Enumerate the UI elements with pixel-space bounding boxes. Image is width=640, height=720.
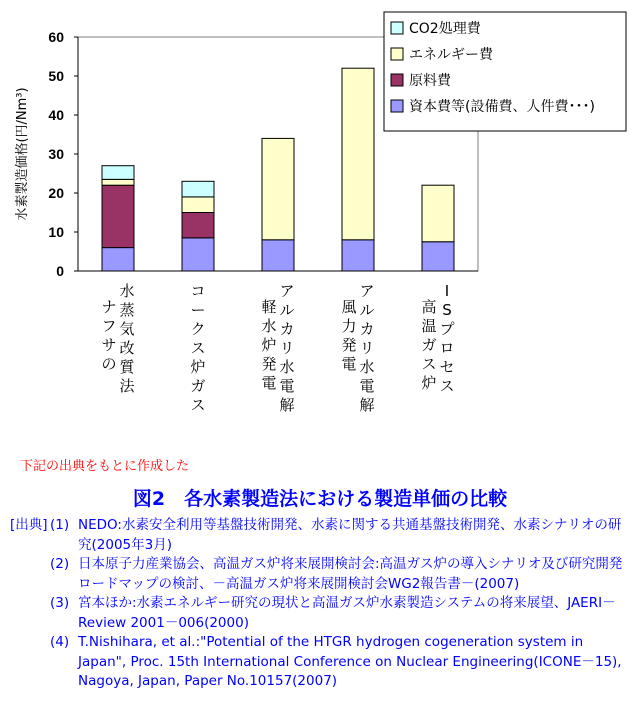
x-category-label: 炉 [261,336,277,354]
x-category-label: 発 [341,336,357,354]
x-category-label: 質 [119,358,135,376]
note-text: 下記の出典をもとに作成した [20,459,190,474]
y-tick-label: 0 [56,263,64,279]
legend-swatch [391,48,403,60]
x-category-label: リ [359,339,375,357]
legend-label: エネルギー費 [409,47,493,63]
x-category-label: 高 [421,298,437,316]
bar-segment [422,185,454,242]
source-number: (1) [50,517,70,533]
x-category-label: 気 [119,320,135,338]
x-category-label: ロ [439,339,455,357]
bar-segment [102,248,134,271]
x-category-label: ル [359,301,375,319]
source-item [10,594,632,633]
bar-segment [102,179,134,185]
y-tick-label: 20 [48,185,64,201]
x-category-label: ー [190,301,206,319]
source-text: T.Nishihara, et al.:"Potential of the HTGR hydrogen cogeneration system in Japan", Proc. 15th International Conference on Nuclear Engineering(ICONE－15), Nagoya, Japan, Paper No.10157(2007) [78,634,622,689]
bar-segment [182,197,214,213]
x-category-label: コ [190,282,206,300]
x-category-label: 法 [119,377,135,395]
source-number: (3) [50,595,70,611]
x-category-label: 軽 [261,298,277,316]
x-category-label: 発 [261,355,277,373]
x-category-label: セ [439,358,455,376]
legend-swatch [391,22,403,34]
x-category-label: ス [190,339,206,357]
x-category-label: 蒸 [119,301,135,319]
y-axis-label: 水素製造価格(円/Nm³) [15,87,30,221]
x-category-label: 力 [341,317,357,335]
x-category-label: 風 [341,298,357,316]
x-category-label: ア [359,282,375,300]
x-category-label: カ [359,320,375,338]
y-tick-label: 30 [48,146,64,162]
source-text: 宮本ほか:水素エネルギー研究の現状と高温ガス炉水素製造システムの将来展望、JAERI－Review 2001－006(2000) [78,595,616,631]
x-category-label: 水 [119,282,135,300]
x-category-label: 水 [359,358,375,376]
x-category-label: 水 [279,358,295,376]
x-category-label: リ [279,339,295,357]
x-category-label: 温 [421,317,437,335]
sources-lead: [出典] [10,517,48,533]
bar-segment [102,185,134,247]
bar-segment [342,68,374,240]
x-category-label: ル [279,301,295,319]
x-category-label: フ [101,317,117,335]
x-category-label: 炉 [190,358,206,376]
figure-title: 図2 各水素製造法における製造単価の比較 [132,488,508,510]
x-category-label: プ [439,320,455,338]
y-tick-label: 60 [48,29,64,45]
x-category-label: ア [279,282,295,300]
x-category-label: ス [439,377,455,395]
source-number: (2) [50,556,70,572]
source-text: 日本原子力産業協会、高温ガス炉将来展開検討会:高温ガス炉の導入シナリオ及び研究開発ロードマップの検討、－高温ガス炉将来展開検討会WG2報告書－(2007) [78,556,623,592]
legend-swatch [391,74,403,86]
x-category-label: ガ [190,377,206,395]
y-tick-label: 50 [48,68,64,84]
x-category-label: ク [190,320,206,338]
y-tick-label: 10 [48,224,64,240]
x-category-label: 炉 [421,374,437,392]
x-category-label: 電 [279,377,295,395]
source-item [10,555,632,594]
bar-segment [262,138,294,239]
source-item [10,516,632,555]
source-number: (4) [50,634,70,650]
sources-list [10,516,632,692]
bar-segment [342,240,374,271]
x-category-label: I [444,282,450,300]
x-category-label: の [101,355,117,373]
x-category-label: ス [190,396,206,414]
x-category-label: 水 [261,317,277,335]
bar-segment [262,240,294,271]
x-category-label: 解 [279,396,295,414]
x-category-label: ス [421,355,437,373]
x-category-label: 電 [359,377,375,395]
x-category-label: カ [279,320,295,338]
bar-segment [182,238,214,271]
legend-label: 資本費等(設備費、人件費･･･) [409,99,595,115]
legend-label: 原料費 [409,73,451,89]
y-tick-label: 40 [48,107,64,123]
bar-segment [422,242,454,271]
bar-segment [182,181,214,197]
x-category-label: ナ [101,298,117,316]
x-category-label: S [442,301,452,319]
x-category-label: ガ [421,336,437,354]
x-category-label: 電 [261,374,277,392]
x-category-label: 解 [359,396,375,414]
x-category-label: 電 [341,355,357,373]
bar-segment [182,213,214,238]
legend-label: CO2処理費 [409,21,481,37]
legend-swatch [391,100,403,112]
source-text: NEDO:水素安全利用等基盤技術開発、水素に関する共通基盤技術開発、水素シナリオの研究(2005年3月) [78,517,622,553]
x-category-label: サ [101,336,117,354]
source-item [10,633,632,692]
bar-segment [102,166,134,180]
x-category-label: 改 [119,339,135,357]
